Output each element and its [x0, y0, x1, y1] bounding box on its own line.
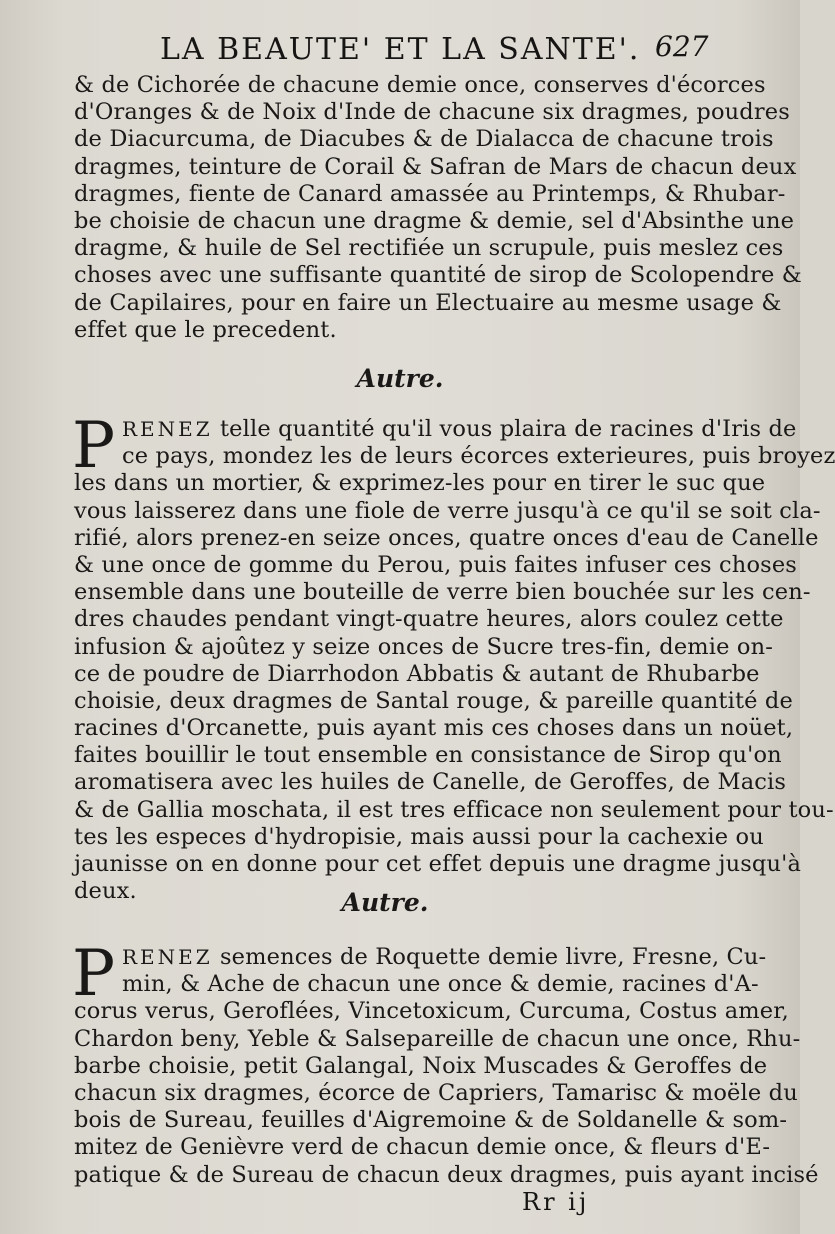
text-line: dragme, & huile de Sel rectifiée un scrupule, puis meslez ces	[74, 235, 784, 262]
section-heading: Autre.	[356, 364, 444, 393]
text-line: choses avec une suffisante quantité de sirop de Scolopendre &	[74, 262, 802, 289]
text-line-first	[74, 944, 767, 971]
text-line: vous laisserez dans une fiole de verre jusqu'à ce qu'il se soit cla-	[74, 497, 821, 524]
section-heading: Autre.	[341, 888, 429, 917]
text-line: tes les especes d'hydropisie, mais aussi pour la cachexie ou	[74, 823, 764, 850]
recipe-paragraph	[72, 409, 835, 905]
text-line: effet que le precedent.	[74, 316, 337, 343]
text-line: dragmes, fiente de Canard amassée au Printemps, & Rhubar-	[74, 180, 786, 207]
first-word: RENEZ	[122, 417, 213, 441]
page-number: 627	[655, 30, 709, 63]
text-line: d'Oranges & de Noix d'Inde de chacune six dragmes, poudres	[74, 99, 790, 126]
text-line: de Capilaires, pour en faire un Electuaire au mesme usage &	[74, 289, 782, 316]
paragraph-continuation	[74, 72, 802, 344]
text-line-rest: semences de Roquette demie livre, Fresne, Cu-	[219, 944, 767, 970]
page-header	[0, 30, 800, 70]
text-line: les dans un mortier, & exprimez-les pour en tirer le suc que	[74, 470, 766, 497]
text-line-rest: telle quantité qu'il vous plaira de racines d'Iris de	[219, 416, 797, 442]
text-line: jaunisse on en donne pour cet effet depuis une dragme jusqu'à	[74, 851, 802, 877]
text-line: rifié, alors prenez-en seize onces, quatre onces d'eau de Canelle	[74, 524, 819, 551]
text-line: & de Gallia moschata, il est tres efficace non seulement pour tou-	[74, 796, 834, 823]
text-line: dres chaudes pendant vingt-quatre heures, alors coulez cette	[74, 606, 784, 633]
text-line: ensemble dans une bouteille de verre bien bouchée sur les cen-	[74, 579, 811, 606]
text-line: & une once de gomme du Perou, puis faites infuser ces choses	[74, 551, 798, 578]
text-line: choisie, deux dragmes de Santal rouge, & pareille quantité de	[74, 687, 793, 714]
drop-cap: P	[72, 937, 116, 1011]
text-line: be choisie de chacun une dragme & demie, sel d'Absinthe une	[74, 207, 795, 234]
text-line-first	[74, 416, 797, 443]
text-line: & de Cichorée de chacune demie once, conserves d'écorces	[74, 72, 766, 98]
text-line: bois de Sureau, feuilles d'Aigremoine & de Soldanelle & som-	[74, 1107, 788, 1134]
text-line: corus verus, Geroflées, Vincetoxicum, Curcuma, Costus amer,	[74, 998, 789, 1025]
text-line: infusion & ajoûtez y seize onces de Sucre tres-fin, demie on-	[74, 633, 773, 660]
text-line: ce de poudre de Diarrhodon Abbatis & autant de Rhubarbe	[74, 660, 760, 687]
text-line: dragmes, teinture de Corail & Safran de Mars de chacun deux	[74, 153, 797, 180]
text-line: de Diacurcuma, de Diacubes & de Dialacca de chacune trois	[74, 126, 774, 153]
text-line: deux.	[74, 878, 137, 905]
recipe-paragraph	[72, 937, 819, 1189]
text-line: min, & Ache de chacun une once & demie, racines d'A-	[122, 971, 759, 998]
text-line: mitez de Genièvre verd de chacun demie once, & fleurs d'E-	[74, 1134, 771, 1161]
text-line: Chardon beny, Yeble & Salsepareille de chacun une once, Rhu-	[74, 1025, 801, 1052]
signature-mark: Rr ij	[522, 1188, 590, 1216]
text-line: ce pays, mondez les de leurs écorces exterieures, puis broyez	[122, 443, 835, 470]
text-line: barbe choisie, petit Galangal, Noix Muscades & Geroffes de	[74, 1052, 768, 1079]
text-line: racines d'Orcanette, puis ayant mis ces choses dans un noüet,	[74, 715, 794, 742]
text-line: aromatisera avec les huiles de Canelle, de Geroffes, de Macis	[74, 769, 787, 796]
running-title: LA BEAUTE' ET LA SANTE'.	[160, 32, 641, 67]
text-line: patique & de Sureau de chacun deux dragmes, puis ayant incisé	[74, 1161, 819, 1188]
text-line: faites bouillir le tout ensemble en consistance de Sirop qu'on	[74, 742, 782, 769]
text-line: chacun six dragmes, écorce de Capriers, Tamarisc & moële du	[74, 1079, 798, 1106]
first-word: RENEZ	[122, 945, 213, 969]
drop-cap: P	[72, 409, 116, 483]
